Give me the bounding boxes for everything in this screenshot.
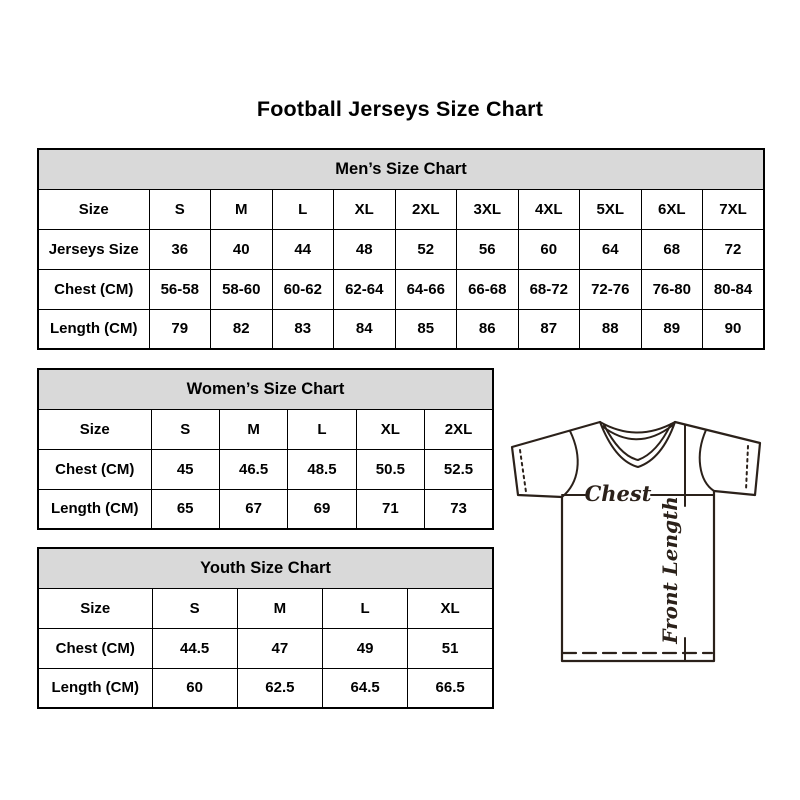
table-cell: S — [149, 189, 211, 229]
table-cell: 82 — [211, 309, 273, 349]
youth-size-table — [37, 547, 494, 709]
table-row — [38, 269, 764, 309]
table-cell: 52 — [395, 229, 457, 269]
table-cell: 86 — [457, 309, 519, 349]
table-cell: L — [323, 588, 408, 628]
table-cell: 67 — [219, 489, 287, 529]
table-cell: 3XL — [457, 189, 519, 229]
right-cuff-dotted-line — [746, 446, 748, 490]
table-cell: 60 — [518, 229, 580, 269]
table-cell: 60-62 — [272, 269, 334, 309]
table-cell: 87 — [518, 309, 580, 349]
table-cell: 5XL — [580, 189, 642, 229]
table-title-row — [38, 548, 493, 588]
right-armhole-seam — [700, 430, 714, 491]
table-row — [38, 588, 493, 628]
table-title-row — [38, 369, 493, 409]
table-cell: 64 — [580, 229, 642, 269]
left-armhole-seam — [562, 431, 578, 497]
table-row — [38, 449, 493, 489]
table-cell: 69 — [288, 489, 356, 529]
table-cell: 76-80 — [641, 269, 703, 309]
table-cell: 80-84 — [703, 269, 765, 309]
table-cell: 90 — [703, 309, 765, 349]
row-header-cell: Chest (CM) — [38, 628, 152, 668]
jersey-outline — [512, 422, 760, 661]
row-header-cell: Size — [38, 588, 152, 628]
table-cell: 7XL — [703, 189, 765, 229]
table-row — [38, 409, 493, 449]
table-cell: 84 — [334, 309, 396, 349]
table-row — [38, 668, 493, 708]
table-cell: M — [211, 189, 273, 229]
table-cell: 88 — [580, 309, 642, 349]
table-cell: 47 — [237, 628, 322, 668]
table-cell: S — [151, 409, 219, 449]
table-cell: 62-64 — [334, 269, 396, 309]
jersey-diagram-svg — [505, 413, 765, 665]
front-length-label: Front Length — [658, 496, 682, 644]
table-cell: 60 — [152, 668, 237, 708]
table-cell: 66.5 — [408, 668, 493, 708]
table-cell: 2XL — [395, 189, 457, 229]
table-cell: 48 — [334, 229, 396, 269]
table-cell: M — [219, 409, 287, 449]
table-cell: 51 — [408, 628, 493, 668]
chest-label: Chest — [584, 481, 652, 506]
table-cell: S — [152, 588, 237, 628]
table-row — [38, 628, 493, 668]
table-cell: 68-72 — [518, 269, 580, 309]
table-row — [38, 489, 493, 529]
table-row — [38, 189, 764, 229]
row-header-cell: Length (CM) — [38, 668, 152, 708]
table-cell: 79 — [149, 309, 211, 349]
table-cell: 44.5 — [152, 628, 237, 668]
womens-size-table — [37, 368, 494, 530]
table-cell: 46.5 — [219, 449, 287, 489]
table-cell: 2XL — [425, 409, 493, 449]
page-title: Football Jerseys Size Chart — [256, 97, 544, 121]
table-cell: 62.5 — [237, 668, 322, 708]
table-cell: 66-68 — [457, 269, 519, 309]
table-row — [38, 309, 764, 349]
table-cell: XL — [408, 588, 493, 628]
table-cell: 6XL — [641, 189, 703, 229]
table-cell: 71 — [356, 489, 424, 529]
left-cuff-dotted-line — [520, 450, 526, 492]
table-cell: 45 — [151, 449, 219, 489]
table-cell: 49 — [323, 628, 408, 668]
table-cell: XL — [356, 409, 424, 449]
table-cell: 52.5 — [425, 449, 493, 489]
table-cell: 64.5 — [323, 668, 408, 708]
row-header-cell: Chest (CM) — [38, 269, 149, 309]
table-cell: L — [288, 409, 356, 449]
table-cell: 36 — [149, 229, 211, 269]
table-cell: 58-60 — [211, 269, 273, 309]
table-cell: 40 — [211, 229, 273, 269]
table-cell: 4XL — [518, 189, 580, 229]
table-cell: 56-58 — [149, 269, 211, 309]
table-cell: 44 — [272, 229, 334, 269]
table-cell: 48.5 — [288, 449, 356, 489]
mens-size-table — [37, 148, 765, 350]
table-title: Men’s Size Chart — [38, 149, 764, 189]
table-title-row — [38, 149, 764, 189]
table-cell: XL — [334, 189, 396, 229]
jersey-measurement-diagram — [505, 413, 765, 665]
table-cell: 50.5 — [356, 449, 424, 489]
table-cell: 83 — [272, 309, 334, 349]
table-cell: 72-76 — [580, 269, 642, 309]
table-cell: 73 — [425, 489, 493, 529]
table-cell: 89 — [641, 309, 703, 349]
table-cell: 64-66 — [395, 269, 457, 309]
row-header-cell: Jerseys Size — [38, 229, 149, 269]
row-header-cell: Size — [38, 409, 151, 449]
table-cell: 72 — [703, 229, 765, 269]
row-header-cell: Size — [38, 189, 149, 229]
table-cell: 68 — [641, 229, 703, 269]
row-header-cell: Length (CM) — [38, 309, 149, 349]
table-cell: 65 — [151, 489, 219, 529]
row-header-cell: Length (CM) — [38, 489, 151, 529]
table-title: Women’s Size Chart — [38, 369, 493, 409]
table-row — [38, 229, 764, 269]
table-cell: 56 — [457, 229, 519, 269]
table-cell: M — [237, 588, 322, 628]
table-title: Youth Size Chart — [38, 548, 493, 588]
table-cell: L — [272, 189, 334, 229]
table-cell: 85 — [395, 309, 457, 349]
row-header-cell: Chest (CM) — [38, 449, 151, 489]
